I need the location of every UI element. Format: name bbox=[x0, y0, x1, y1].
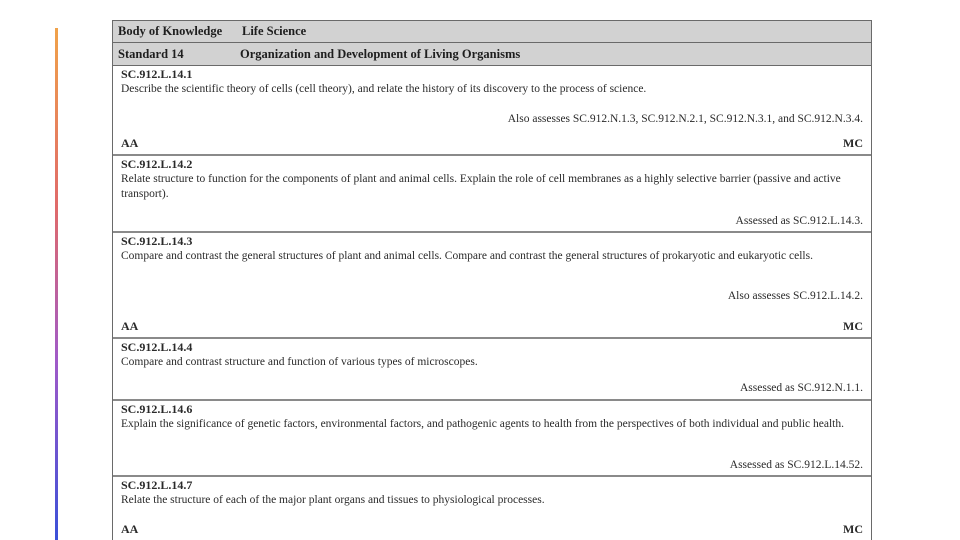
item-type-right: MC bbox=[843, 319, 863, 333]
standard-description: Relate structure to function for the components of plant and animal cells. Explain the role of cell membranes as a highly selective barrier (passive and active transport). bbox=[121, 173, 841, 200]
standard-row bbox=[113, 66, 871, 156]
standard-code: SC.912.L.14.1 bbox=[121, 67, 193, 81]
standard-code: SC.912.L.14.3 bbox=[121, 234, 193, 248]
standard-code: SC.912.L.14.6 bbox=[121, 402, 193, 416]
standard-row bbox=[113, 233, 871, 339]
item-type-left: AA bbox=[121, 319, 139, 333]
assessment-note: Assessed as SC.912.L.14.52. bbox=[729, 459, 863, 471]
standard-row bbox=[113, 401, 871, 477]
standard-description: Explain the significance of genetic factors, environmental factors, and pathogenic agents to health from the perspectives of both individual and public health. bbox=[121, 418, 844, 430]
standard-description: Compare and contrast structure and function of various types of microscopes. bbox=[121, 356, 478, 368]
standard-description: Relate the structure of each of the major plant organs and tissues to physiological processes. bbox=[121, 494, 545, 506]
standard-code: SC.912.L.14.2 bbox=[121, 157, 193, 171]
item-type-right: MC bbox=[843, 522, 863, 536]
standard-row bbox=[113, 339, 871, 401]
item-type-left: AA bbox=[121, 136, 139, 150]
standards-table bbox=[112, 20, 872, 540]
standard-description: Describe the scientific theory of cells (cell theory), and relate the history of its discovery to the process of science. bbox=[121, 83, 647, 95]
standard-row bbox=[113, 156, 871, 233]
assessment-note: Also assesses SC.912.L.14.2. bbox=[727, 290, 863, 302]
header-label: Standard 14 bbox=[118, 46, 184, 61]
item-type-left: AA bbox=[121, 522, 139, 536]
item-type-right: MC bbox=[843, 136, 863, 150]
slide-accent-bar bbox=[55, 28, 58, 540]
header-value: Organization and Development of Living Organisms bbox=[240, 46, 521, 61]
standard-row bbox=[113, 477, 871, 540]
standard-description: Compare and contrast the general structures of plant and animal cells. Compare and contrast the general structures of prokaryotic and eukaryotic cells. bbox=[121, 250, 813, 262]
assessment-note: Assessed as SC.912.N.1.1. bbox=[740, 382, 863, 394]
header-value: Life Science bbox=[242, 24, 307, 38]
assessment-note: Assessed as SC.912.L.14.3. bbox=[735, 215, 863, 227]
header-label: Body of Knowledge bbox=[118, 24, 223, 38]
header-row-body-of-knowledge bbox=[113, 21, 871, 43]
standard-code: SC.912.L.14.7 bbox=[121, 478, 193, 492]
assessment-note: Also assesses SC.912.N.1.3, SC.912.N.2.1, SC.912.N.3.1, and SC.912.N.3.4. bbox=[507, 113, 863, 125]
standard-code: SC.912.L.14.4 bbox=[121, 340, 193, 354]
header-row-standard bbox=[113, 43, 871, 66]
